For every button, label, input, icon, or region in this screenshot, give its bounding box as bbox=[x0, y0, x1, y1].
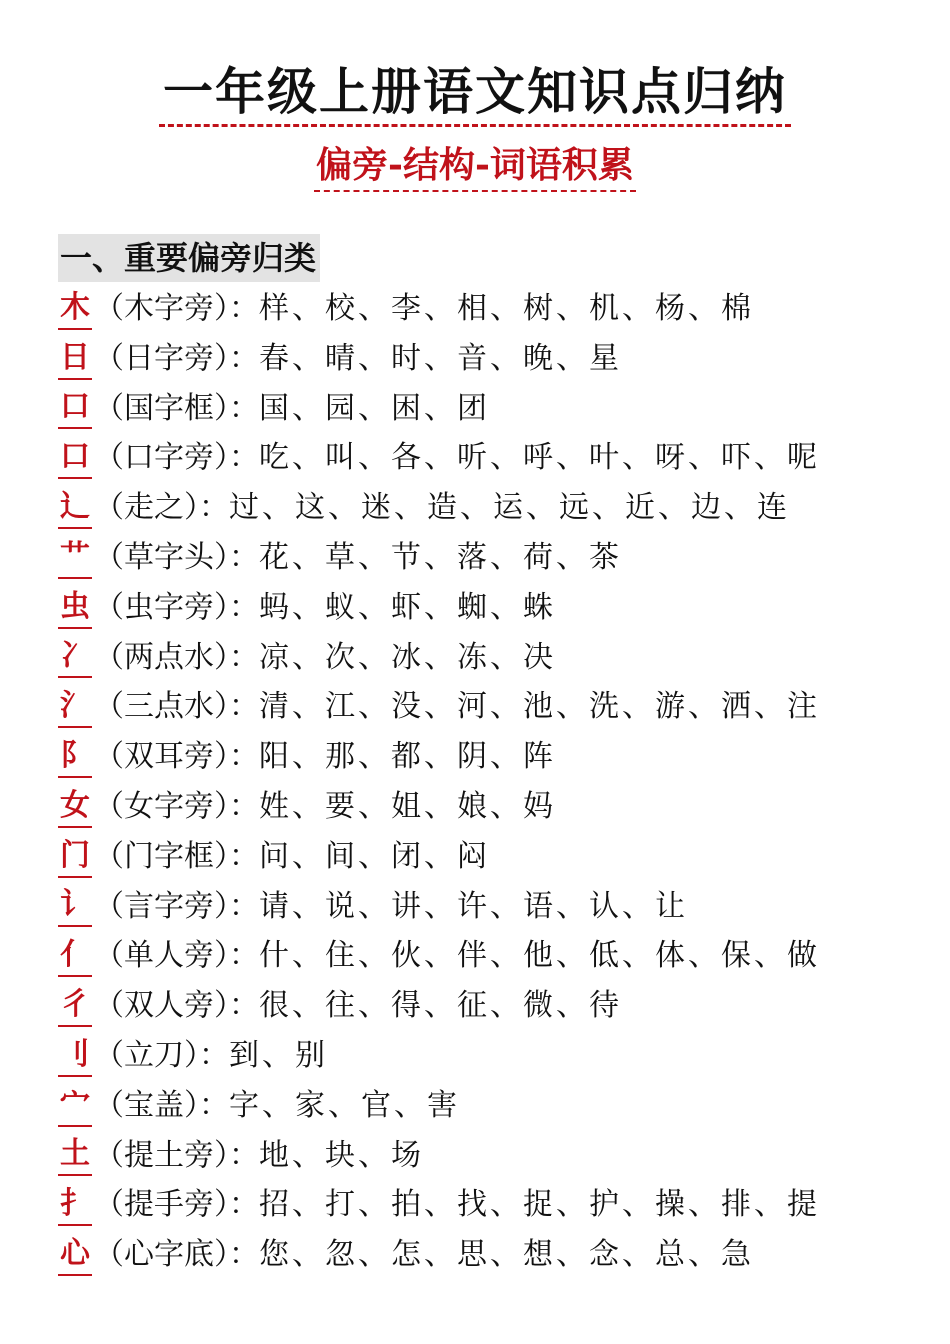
radical-glyph: 阝 bbox=[58, 736, 92, 778]
example-characters: 国、园、困、团 bbox=[259, 390, 490, 426]
radical-label: （女字旁）： bbox=[94, 788, 259, 824]
example-characters: 字、家、官、害 bbox=[229, 1087, 460, 1123]
radical-glyph: 冫 bbox=[58, 636, 92, 678]
radical-row bbox=[58, 931, 938, 981]
page-subtitle: 偏旁-结构-词语积累 bbox=[314, 142, 636, 192]
radical-label: （心字底）： bbox=[94, 1237, 259, 1273]
radical-glyph: 女 bbox=[58, 786, 92, 828]
example-characters: 很、往、得、征、微、待 bbox=[259, 988, 622, 1024]
radical-row bbox=[58, 782, 938, 832]
example-characters: 样、校、李、相、树、机、杨、棉 bbox=[259, 291, 754, 326]
radical-glyph: 氵 bbox=[58, 686, 92, 728]
radical-label: （虫字旁）： bbox=[94, 589, 259, 625]
radical-label: （草字头）： bbox=[94, 539, 259, 575]
radical-label: （两点水）： bbox=[94, 639, 259, 675]
radical-label: （双人旁）： bbox=[94, 988, 259, 1024]
radical-label: （提土旁）： bbox=[94, 1137, 259, 1173]
radical-label: （双耳旁）： bbox=[94, 739, 259, 775]
example-characters: 春、晴、时、音、晚、星 bbox=[259, 340, 622, 376]
radical-label: （门字框）： bbox=[94, 838, 259, 874]
radical-row bbox=[58, 334, 938, 384]
radical-row bbox=[58, 583, 938, 633]
radical-glyph: 讠 bbox=[58, 885, 92, 927]
radical-label: （提手旁）： bbox=[94, 1187, 259, 1223]
example-characters: 阳、那、都、阴、阵 bbox=[259, 739, 556, 775]
radical-glyph: 口 bbox=[58, 437, 92, 479]
example-characters: 到、别 bbox=[229, 1037, 328, 1073]
example-characters: 什、住、伙、伴、他、低、体、保、做 bbox=[259, 938, 820, 974]
radical-row bbox=[58, 981, 938, 1031]
radical-label: （国字框）： bbox=[94, 390, 259, 426]
example-characters: 招、打、拍、找、捉、护、操、排、提 bbox=[259, 1187, 820, 1223]
example-characters: 地、块、场 bbox=[259, 1137, 424, 1173]
radical-row bbox=[58, 1031, 938, 1081]
example-characters: 清、江、没、河、池、洗、游、洒、注 bbox=[259, 689, 820, 725]
example-characters: 过、这、迷、造、运、远、近、边、连 bbox=[229, 490, 790, 526]
example-characters: 凉、次、冰、冻、决 bbox=[259, 639, 556, 675]
radical-row bbox=[58, 533, 938, 583]
radical-row bbox=[58, 483, 938, 533]
radical-glyph: 宀 bbox=[58, 1085, 92, 1127]
radical-label: （宝盖）： bbox=[94, 1087, 229, 1123]
title-block bbox=[0, 62, 950, 127]
radical-glyph: 亻 bbox=[58, 935, 92, 977]
radical-glyph: 辶 bbox=[58, 487, 92, 529]
subtitle-block bbox=[0, 142, 950, 192]
radical-glyph: 虫 bbox=[58, 587, 92, 629]
radical-label: （言字旁）： bbox=[94, 888, 259, 924]
radical-glyph: 刂 bbox=[58, 1035, 92, 1077]
radical-glyph: 心 bbox=[58, 1234, 92, 1276]
example-characters: 问、间、闭、闷 bbox=[259, 838, 490, 874]
radical-glyph: 艹 bbox=[58, 537, 92, 579]
radical-label: （口字旁）： bbox=[94, 440, 259, 476]
radical-list bbox=[58, 284, 938, 1280]
example-characters: 蚂、蚁、虾、蜘、蛛 bbox=[259, 589, 556, 625]
example-characters: 请、说、讲、许、语、认、让 bbox=[259, 888, 688, 924]
radical-row bbox=[58, 1081, 938, 1131]
radical-row bbox=[58, 1230, 938, 1280]
example-characters: 姓、要、姐、娘、妈 bbox=[259, 788, 556, 824]
radical-label: （日字旁）： bbox=[94, 340, 259, 376]
radical-glyph: 日 bbox=[58, 338, 92, 380]
radical-row bbox=[58, 832, 938, 882]
radical-row bbox=[58, 433, 938, 483]
example-characters: 吃、叫、各、听、呼、叶、呀、吓、呢 bbox=[259, 440, 820, 476]
radical-row bbox=[58, 1131, 938, 1181]
radical-glyph: 门 bbox=[58, 836, 92, 878]
radical-label: （木字旁）： bbox=[94, 291, 259, 326]
radical-label: （走之）： bbox=[94, 490, 229, 526]
radical-row bbox=[58, 682, 938, 732]
radical-glyph: 木 bbox=[58, 288, 92, 330]
radical-row bbox=[58, 1180, 938, 1230]
page-title: 一年级上册语文知识点归纳 bbox=[159, 62, 791, 127]
radical-glyph: 彳 bbox=[58, 985, 92, 1027]
radical-glyph: 土 bbox=[58, 1134, 92, 1176]
radical-label: （单人旁）： bbox=[94, 938, 259, 974]
radical-row bbox=[58, 732, 938, 782]
example-characters: 花、草、节、落、荷、茶 bbox=[259, 539, 622, 575]
radical-label: （三点水）： bbox=[94, 689, 259, 725]
radical-row bbox=[58, 882, 938, 932]
example-characters: 您、忽、怎、思、想、念、总、急 bbox=[259, 1237, 754, 1273]
radical-label: （立刀）： bbox=[94, 1037, 229, 1073]
radical-row bbox=[58, 384, 938, 434]
radical-row bbox=[58, 284, 938, 334]
radical-glyph: 口 bbox=[58, 387, 92, 429]
section-heading: 一、重要偏旁归类 bbox=[58, 234, 320, 282]
radical-row bbox=[58, 633, 938, 683]
radical-glyph: 扌 bbox=[58, 1184, 92, 1226]
